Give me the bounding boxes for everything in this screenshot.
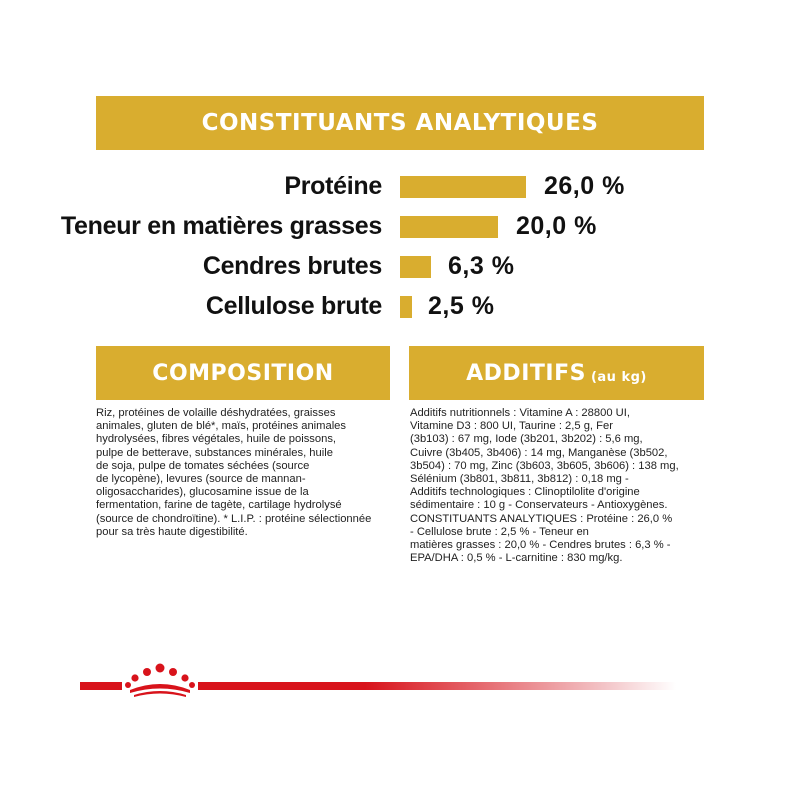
nutrient-label: Protéine	[284, 172, 382, 200]
text-line: fermentation, farine de tagète, cartilage hydrolysé	[96, 499, 342, 512]
nutrient-row-protein	[0, 168, 800, 208]
text-line: animales, gluten de blé*, maïs, protéines animales	[96, 420, 346, 433]
nutrient-value: 26,0 %	[544, 172, 625, 200]
composition-banner	[96, 346, 390, 400]
nutrient-value: 2,5 %	[428, 292, 495, 320]
nutrient-row-ash	[0, 248, 800, 288]
text-line: Sélénium (3b801, 3b811, 3b812) : 0,18 mg -	[410, 473, 629, 486]
additives-title: ADDITIFS	[466, 360, 586, 386]
text-line: hydrolysées, fibres végétales, huile de poissons,	[96, 433, 337, 446]
nutrient-value: 6,3 %	[448, 252, 515, 280]
footer-red-line-right	[198, 682, 676, 690]
additives-text	[410, 407, 705, 565]
text-line: pour sa très haute digestibilité.	[96, 525, 248, 538]
text-line: Vitamine D3 : 800 UI, Taurine : 2,5 g, Fer	[410, 420, 613, 433]
nutrient-bar	[400, 176, 526, 198]
text-line: CONSTITUANTS ANALYTIQUES : Protéine : 26,0 %	[410, 512, 673, 525]
text-line: sédimentaire : 10 g - Conservateurs - Antioxygènes.	[410, 499, 668, 512]
text-line: Cuivre (3b405, 3b406) : 14 mg, Manganèse (3b502,	[410, 446, 668, 459]
additives-subtitle: (au kg)	[590, 369, 647, 385]
composition-title: COMPOSITION	[152, 360, 334, 386]
nutrient-bar	[400, 256, 431, 278]
text-line: (source de chondroïtine). * L.I.P. : protéine sélectionnée	[96, 512, 372, 525]
nutrient-row-fat	[0, 208, 800, 248]
text-line: 3b504) : 70 mg, Zinc (3b603, 3b605, 3b606) : 138 mg,	[410, 459, 679, 472]
royal-crown-icon	[122, 662, 198, 698]
text-line: EPA/DHA : 0,5 % - L-carnitine : 830 mg/kg.	[410, 552, 623, 565]
composition-text	[96, 407, 386, 539]
text-line: pulpe de betterave, substances minérales, huile	[96, 446, 333, 459]
text-line: oligosaccharides), glucosamine issue de la	[96, 486, 309, 499]
nutrient-bar	[400, 216, 498, 238]
additives-banner	[409, 346, 704, 400]
nutrient-label: Cellulose brute	[205, 292, 382, 320]
text-line: Additifs nutritionnels : Vitamine A : 28800 UI,	[410, 407, 630, 419]
nutrient-value: 20,0 %	[516, 212, 597, 240]
nutrient-bar	[400, 296, 412, 318]
text-line: Additifs technologiques : Clinoptilolite d'origine	[410, 486, 640, 499]
text-line: - Cellulose brute : 2,5 % - Teneur en	[410, 525, 589, 538]
nutrient-label: Teneur en matières grasses	[60, 212, 382, 240]
nutrient-label: Cendres brutes	[202, 252, 382, 280]
text-line: de lycopène), levures (source de mannan-	[96, 473, 306, 486]
analytical-constituents-banner	[96, 96, 704, 150]
text-line: Riz, protéines de volaille déshydratées, graisses	[96, 407, 336, 419]
text-line: de soja, pulpe de tomates séchées (source	[96, 459, 310, 472]
nutrient-row-fibre	[0, 288, 800, 328]
text-line: matières grasses : 20,0 % - Cendres brutes : 6,3 % -	[410, 539, 671, 552]
analytical-constituents-title: CONSTITUANTS ANALYTIQUES	[201, 110, 599, 136]
footer-red-line-left	[80, 682, 122, 690]
text-line: (3b103) : 67 mg, Iode (3b201, 3b202) : 5,6 mg,	[410, 433, 643, 446]
